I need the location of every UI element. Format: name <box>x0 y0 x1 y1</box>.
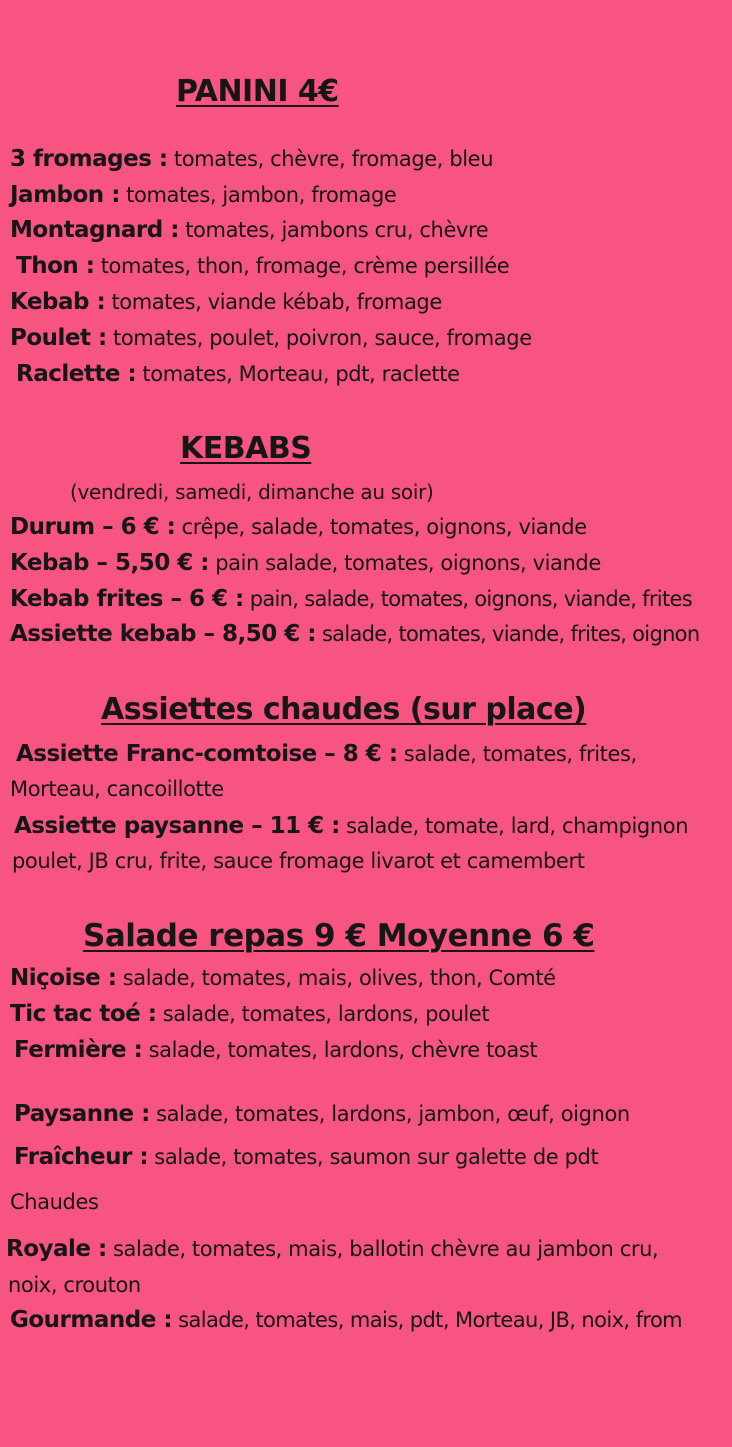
item-name: Kebab frites – 6 € : <box>10 586 244 612</box>
menu-item <box>10 588 692 611</box>
menu-item <box>10 148 493 171</box>
item-name: Raclette : <box>16 361 137 387</box>
salades-title: Salade repas 9 € Moyenne 6 € <box>83 918 595 954</box>
item-desc: tomates, chèvre, fromage, bleu <box>167 147 494 171</box>
item-desc: tomates, Morteau, pdt, raclette <box>136 362 460 386</box>
menu-item <box>6 1238 658 1261</box>
menu-item <box>10 967 556 990</box>
kebabs-title: KEBABS <box>180 431 312 466</box>
item-desc: salade, tomates, viande, frites, oignon <box>315 622 700 646</box>
menu-item <box>10 623 699 646</box>
item-desc: salade, tomates, lardons, poulet <box>156 1002 490 1026</box>
menu-item <box>10 184 396 207</box>
item-desc: salade, tomates, lardons, jambon, œuf, oignon <box>149 1102 630 1126</box>
menu-item <box>10 1309 682 1332</box>
item-name: Paysanne : <box>14 1101 150 1127</box>
item-desc: salade, tomates, lardons, chèvre toast <box>142 1038 538 1062</box>
item-name: Assiette kebab – 8,50 € : <box>10 621 316 647</box>
item-desc: tomates, jambons cru, chèvre <box>178 218 489 242</box>
item-desc: salade, tomates, mais, pdt, Morteau, JB, noix, from <box>172 1308 683 1332</box>
item-desc-continued: poulet, JB cru, frite, sauce fromage livarot et camembert <box>12 849 585 873</box>
item-desc: pain, salade, tomates, oignons, viande, frites <box>243 587 692 611</box>
item-desc: salade, tomates, mais, olives, thon, Comté <box>116 966 556 990</box>
assiettes-title: Assiettes chaudes (sur place) <box>101 692 587 727</box>
item-desc-continued: Morteau, cancoillotte <box>10 777 224 801</box>
menu-item <box>10 1003 489 1026</box>
item-name: Montagnard : <box>10 217 179 243</box>
item-name: Jambon : <box>10 182 120 208</box>
menu-item <box>10 516 587 539</box>
item-name: Fraîcheur : <box>14 1144 149 1170</box>
item-desc: pain salade, tomates, oignons, viande <box>208 551 601 575</box>
item-name: Kebab : <box>10 289 106 315</box>
kebabs-subtitle: (vendredi, samedi, dimanche au soir) <box>70 480 434 504</box>
menu-item <box>14 815 688 838</box>
item-name: Poulet : <box>10 325 107 351</box>
item-name: Niçoise : <box>10 965 117 991</box>
item-name: Thon : <box>16 253 95 279</box>
item-name: Assiette Franc-comtoise – 8 € : <box>16 741 398 767</box>
menu-item <box>14 1146 598 1169</box>
item-desc: tomates, viande kébab, fromage <box>105 290 442 314</box>
menu-item <box>10 552 601 575</box>
item-desc: salade, tomates, frites, <box>397 742 637 766</box>
item-name: 3 fromages : <box>10 146 168 172</box>
menu-item <box>16 743 637 766</box>
item-desc: tomates, jambon, fromage <box>119 183 397 207</box>
menu-item <box>14 1103 630 1126</box>
item-desc: tomates, poulet, poivron, sauce, fromage <box>106 326 532 350</box>
item-name: Durum – 6 € : <box>10 514 176 540</box>
menu-item <box>10 327 532 350</box>
item-name: Assiette paysanne – 11 € : <box>14 813 340 839</box>
item-desc: crêpe, salade, tomates, oignons, viande <box>175 515 587 539</box>
menu-item <box>16 363 460 386</box>
item-desc: tomates, thon, fromage, crème persillée <box>94 254 510 278</box>
item-desc: salade, tomates, saumon sur galette de pdt <box>148 1145 599 1169</box>
menu-item <box>10 219 488 242</box>
item-desc-continued: noix, crouton <box>8 1273 141 1297</box>
menu-item <box>10 291 442 314</box>
menu-item <box>14 1039 537 1062</box>
item-desc: salade, tomate, lard, champignon <box>339 814 689 838</box>
menu-item <box>16 255 509 278</box>
item-desc: salade, tomates, mais, ballotin chèvre au jambon cru, <box>106 1237 659 1261</box>
item-name: Royale : <box>6 1236 107 1262</box>
item-name: Tic tac toé : <box>10 1001 157 1027</box>
item-name: Fermière : <box>14 1037 143 1063</box>
item-name: Gourmande : <box>10 1307 173 1333</box>
panini-title: PANINI 4€ <box>176 74 339 109</box>
chaudes-label: Chaudes <box>10 1190 99 1214</box>
item-name: Kebab – 5,50 € : <box>10 550 209 576</box>
